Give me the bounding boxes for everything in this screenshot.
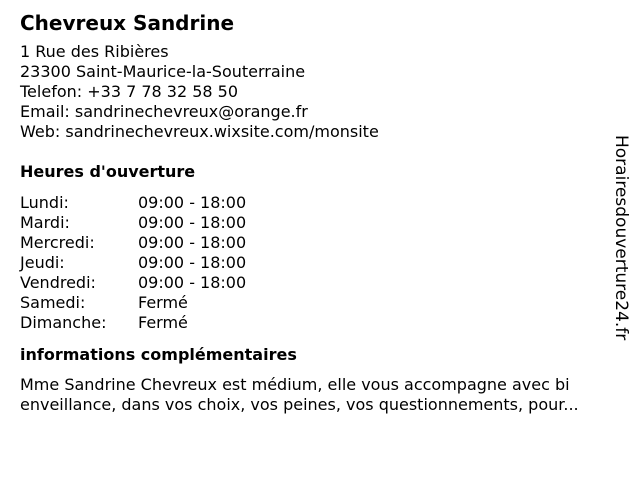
hours-row-samedi bbox=[20, 293, 610, 313]
hours-row-lundi bbox=[20, 193, 610, 213]
address-street: 1 Rue des Ribières bbox=[20, 42, 169, 61]
phone-line[interactable]: Telefon: +33 7 78 32 58 50 bbox=[20, 82, 239, 101]
day-time: 09:00 - 18:00 bbox=[138, 193, 247, 212]
hours-row-vendredi bbox=[20, 273, 610, 293]
day-label: Mardi: bbox=[20, 213, 70, 232]
day-label: Jeudi: bbox=[20, 253, 65, 272]
info-heading: informations complémentaires bbox=[20, 345, 297, 364]
site-watermark: Horairesdouverture24.fr bbox=[611, 135, 631, 341]
hours-table bbox=[20, 193, 610, 333]
email-line[interactable]: Email: sandrinechevreux@orange.fr bbox=[20, 102, 308, 121]
hours-row-mardi bbox=[20, 213, 610, 233]
day-label: Lundi: bbox=[20, 193, 69, 212]
address-city: 23300 Saint-Maurice-la-Souterraine bbox=[20, 62, 306, 81]
web-line[interactable]: Web: sandrinechevreux.wixsite.com/monsite bbox=[20, 122, 379, 141]
hours-row-mercredi bbox=[20, 233, 610, 253]
day-time: 09:00 - 18:00 bbox=[138, 213, 247, 232]
hours-row-jeudi bbox=[20, 253, 610, 273]
description-line-1: Mme Sandrine Chevreux est médium, elle vous accompagne avec bi bbox=[20, 375, 570, 394]
day-time: 09:00 - 18:00 bbox=[138, 253, 247, 272]
day-time: 09:00 - 18:00 bbox=[138, 233, 247, 252]
day-time: 09:00 - 18:00 bbox=[138, 273, 247, 292]
day-label: Samedi: bbox=[20, 293, 86, 312]
hours-heading: Heures d'ouverture bbox=[20, 162, 196, 181]
day-time: Fermé bbox=[138, 293, 188, 312]
day-label: Mercredi: bbox=[20, 233, 95, 252]
business-name: Chevreux Sandrine bbox=[20, 11, 235, 35]
description-line-2: enveillance, dans vos choix, vos peines, vos questionnements, pour... bbox=[20, 395, 579, 414]
day-label: Vendredi: bbox=[20, 273, 96, 292]
hours-row-dimanche bbox=[20, 313, 610, 333]
day-time: Fermé bbox=[138, 313, 188, 332]
day-label: Dimanche: bbox=[20, 313, 107, 332]
business-card bbox=[20, 10, 610, 415]
